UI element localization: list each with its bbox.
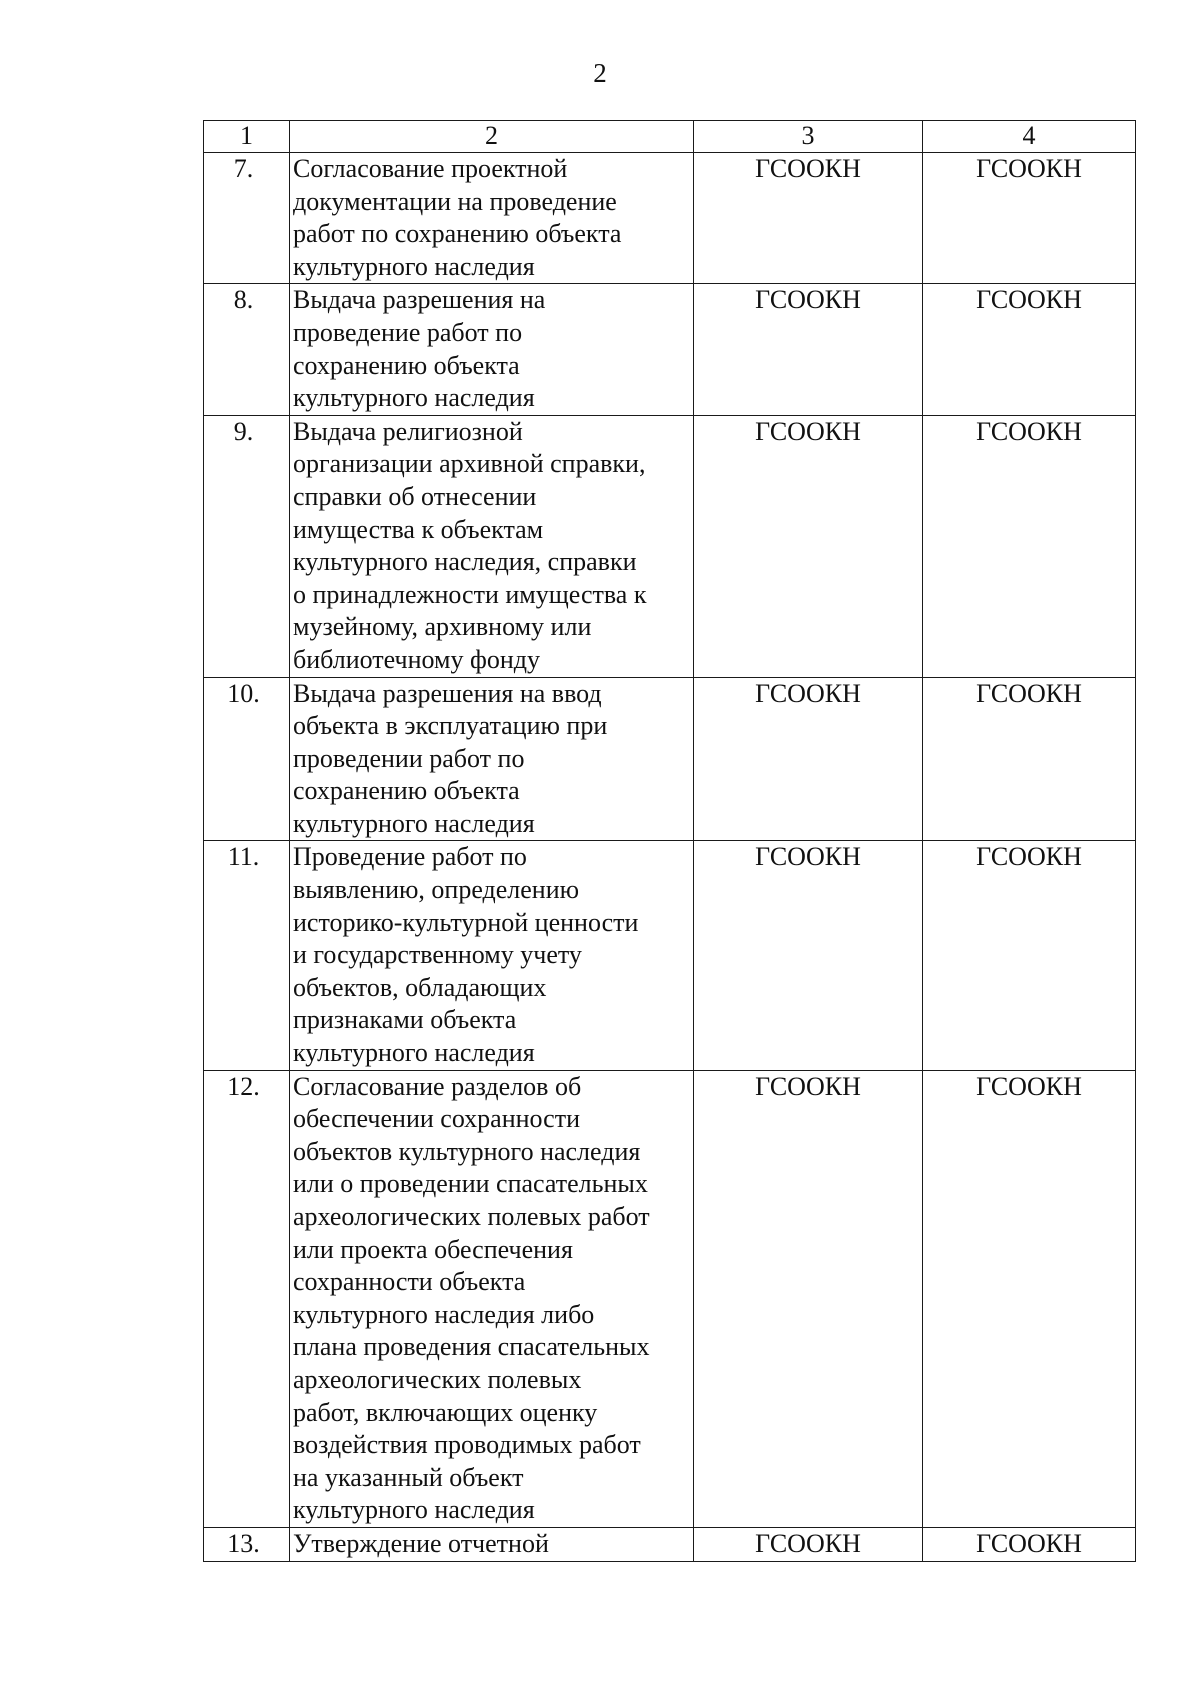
description-line: работ по сохранению объекта <box>293 219 622 249</box>
table-row <box>204 1070 1136 1527</box>
row-col3-authority: ГСООКН <box>694 1070 923 1527</box>
row-col4-authority: ГСООКН <box>923 1527 1136 1561</box>
table-row <box>204 677 1136 841</box>
description-line: сохранности объекта <box>293 1267 526 1297</box>
description-line: признаками объекта <box>293 1005 517 1035</box>
row-number: 12. <box>204 1070 290 1527</box>
authority-table <box>203 120 1136 1562</box>
description-line: работ, включающих оценку <box>293 1397 598 1427</box>
description-line: Согласование разделов об <box>293 1071 582 1101</box>
row-col3-authority: ГСООКН <box>694 284 923 415</box>
table-row <box>204 415 1136 677</box>
table-row <box>204 1527 1136 1561</box>
description-line: культурного наследия <box>293 1038 535 1068</box>
row-description <box>290 677 694 841</box>
row-col3-authority: ГСООКН <box>694 153 923 284</box>
description-line: Согласование проектной <box>293 154 568 183</box>
description-line: на указанный объект <box>293 1462 524 1492</box>
description-line: о принадлежности имущества к <box>293 579 647 609</box>
description-line: выявлению, определению <box>293 875 580 905</box>
description-line: документации на проведение <box>293 186 617 216</box>
row-number: 7. <box>204 153 290 284</box>
row-col4-authority: ГСООКН <box>923 677 1136 841</box>
description-line: культурного наследия <box>293 251 535 281</box>
table-row <box>204 284 1136 415</box>
description-line: культурного наследия <box>293 383 535 413</box>
description-line: сохранению объекта <box>293 350 520 380</box>
description-line: объектов, обладающих <box>293 972 547 1002</box>
description-line: археологических полевых <box>293 1364 582 1394</box>
description-line: Выдача разрешения на ввод <box>293 678 602 708</box>
description-line: историко-культурной ценности <box>293 907 639 937</box>
row-col4-authority: ГСООКН <box>923 153 1136 284</box>
row-col4-authority: ГСООКН <box>923 841 1136 1070</box>
row-description <box>290 841 694 1070</box>
description-line: воздействия проводимых работ <box>293 1430 641 1460</box>
header-cell-3: 3 <box>694 121 923 153</box>
row-col4-authority: ГСООКН <box>923 415 1136 677</box>
row-col4-authority: ГСООКН <box>923 1070 1136 1527</box>
row-description <box>290 153 694 284</box>
description-line: культурного наследия, справки <box>293 547 637 577</box>
description-line: сохранению объекта <box>293 776 520 806</box>
header-cell-1: 1 <box>204 121 290 153</box>
row-number: 9. <box>204 415 290 677</box>
description-line: культурного наследия <box>293 808 535 838</box>
row-number: 11. <box>204 841 290 1070</box>
table-row <box>204 153 1136 284</box>
row-description <box>290 415 694 677</box>
description-line: или проекта обеспечения <box>293 1234 573 1264</box>
row-number: 13. <box>204 1527 290 1561</box>
description-line: музейному, архивному или <box>293 612 592 642</box>
row-number: 8. <box>204 284 290 415</box>
description-line: Проведение работ по <box>293 842 527 872</box>
row-number: 10. <box>204 677 290 841</box>
description-line: Выдача религиозной <box>293 416 523 446</box>
description-line: Утверждение отчетной <box>293 1528 549 1558</box>
row-col3-authority: ГСООКН <box>694 1527 923 1561</box>
table-body <box>204 121 1136 1562</box>
description-line: проведение работ по <box>293 317 523 347</box>
description-line: проведении работ по <box>293 743 525 773</box>
description-line: культурного наследия либо <box>293 1299 595 1329</box>
description-line: и государственному учету <box>293 940 582 970</box>
row-col3-authority: ГСООКН <box>694 677 923 841</box>
row-col3-authority: ГСООКН <box>694 415 923 677</box>
description-line: справки об отнесении <box>293 481 537 511</box>
page-number: 2 <box>593 58 607 88</box>
description-line: объекта в эксплуатацию при <box>293 711 608 741</box>
description-line: Выдача разрешения на <box>293 285 546 315</box>
row-col4-authority: ГСООКН <box>923 284 1136 415</box>
description-line: или о проведении спасательных <box>293 1169 648 1199</box>
description-line: плана проведения спасательных <box>293 1332 650 1362</box>
header-cell-4: 4 <box>923 121 1136 153</box>
row-description <box>290 1527 694 1561</box>
row-description <box>290 284 694 415</box>
row-col3-authority: ГСООКН <box>694 841 923 1070</box>
description-line: организации архивной справки, <box>293 449 646 479</box>
description-line: имущества к объектам <box>293 514 544 544</box>
header-cell-2: 2 <box>290 121 694 153</box>
table-header-row <box>204 121 1136 153</box>
table-row <box>204 841 1136 1070</box>
description-line: культурного наследия <box>293 1495 535 1525</box>
description-line: обеспечении сохранности <box>293 1104 581 1134</box>
description-line: археологических полевых работ <box>293 1202 650 1231</box>
description-line: библиотечному фонду <box>293 644 540 674</box>
row-description <box>290 1070 694 1527</box>
description-line: объектов культурного наследия <box>293 1136 641 1166</box>
